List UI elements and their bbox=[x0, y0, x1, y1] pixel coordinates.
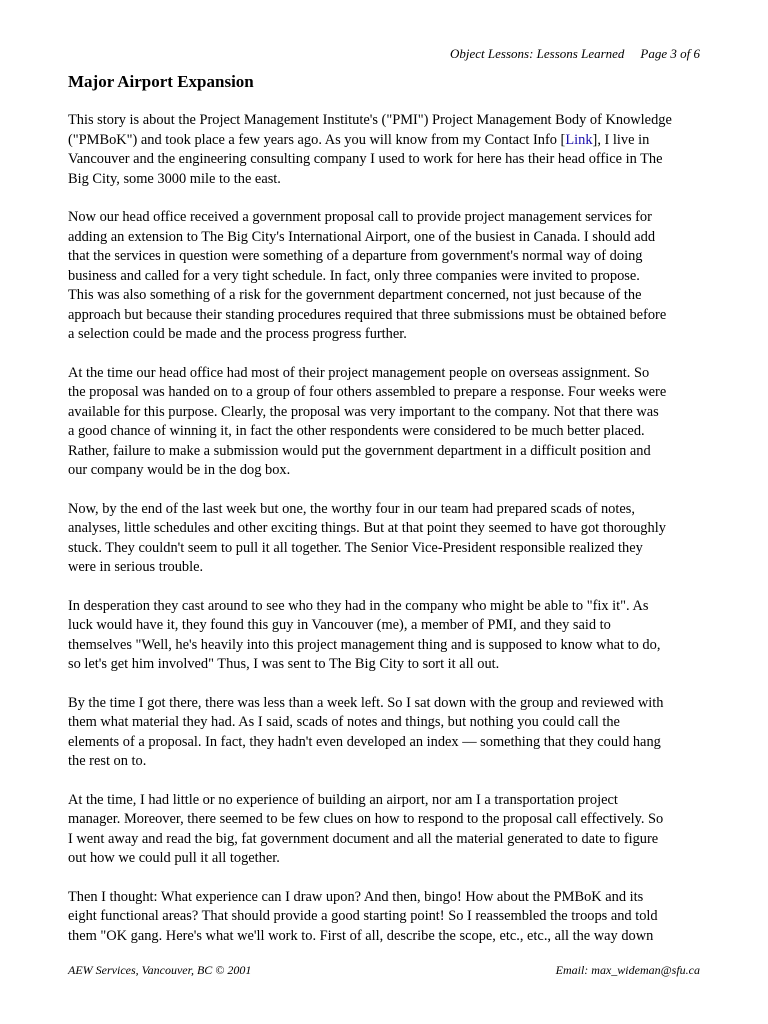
text-line: that the services in question were something of a departure from government's normal way of doing bbox=[68, 248, 643, 264]
paragraph-1 bbox=[68, 111, 708, 189]
text-line: By the time I got there, there was less than a week left. So I sat down with the group and reviewed with bbox=[68, 694, 664, 711]
paragraph-5 bbox=[68, 597, 708, 675]
text-line: a selection could be made and the process progress further. bbox=[68, 326, 407, 342]
text-line: elements of a proposal. In fact, they hadn't even developed an index — something that they could hang bbox=[68, 733, 661, 750]
text-line: In desperation they cast around to see who they had in the company who might be able to "fix it". As bbox=[68, 597, 649, 614]
text-line: so let's get him involved" Thus, I was sent to The Big City to sort it all out. bbox=[68, 656, 500, 672]
article-body bbox=[68, 111, 708, 965]
text-line: analyses, little schedules and other exciting things. But at that point they seemed to have got thoroughly bbox=[68, 520, 666, 536]
text-line: out how we could pull it all together. bbox=[68, 850, 280, 866]
text-line: Now, by the end of the last week but one, the worthy four in our team had prepared scads of notes, bbox=[68, 500, 635, 517]
text-line: This was also something of a risk for the government department concerned, not just because of the bbox=[68, 287, 642, 303]
article-title: Major Airport Expansion bbox=[68, 72, 254, 91]
contact-info-link[interactable]: Link bbox=[565, 131, 593, 148]
text-line: luck would have it, they found this guy in Vancouver (me), a member of PMI, and they said to bbox=[68, 617, 611, 633]
text-line: the proposal was handed on to a group of four others assembled to prepare a response. Four weeks were bbox=[68, 384, 667, 400]
text-line: manager. Moreover, there seemed to be few clues on how to respond to the proposal call effectively. So bbox=[68, 811, 664, 827]
text-line: approach but because their standing procedures required that three submissions must be obtained before bbox=[68, 306, 667, 323]
text-line: a good chance of winning it, in fact the other respondents were considered to be much better placed. bbox=[68, 423, 645, 439]
paragraph-2 bbox=[68, 208, 708, 345]
footer-email: Email: max_wideman@sfu.ca bbox=[555, 963, 700, 977]
text-line: At the time, I had little or no experience of building an airport, nor am I a transportation project bbox=[68, 791, 618, 808]
text-line: business and called for a very tight schedule. In fact, only three companies were invited to propose. bbox=[68, 267, 640, 284]
page-header bbox=[0, 46, 700, 62]
text-line: eight functional areas? That should provide a good starting point! So I reassembled the troops and told bbox=[68, 908, 658, 924]
text-line: Vancouver and the engineering consulting company I used to work for here has their head office in The bbox=[68, 151, 663, 167]
text-line: them what material they had. As I said, scads of notes and things, but nothing you could call the bbox=[68, 714, 620, 730]
running-title: Object Lessons: Lessons Learned bbox=[450, 46, 625, 61]
paragraph-6 bbox=[68, 694, 708, 772]
text-line: ("PMBoK") and took place a few years ago. As you will know from my Contact Info [Link], I live in bbox=[68, 131, 650, 148]
text-line: Then I thought: What experience can I draw upon? And then, bingo! How about the PMBoK and its bbox=[68, 888, 644, 905]
paragraph-8 bbox=[68, 888, 708, 947]
text-line: Now our head office received a government proposal call to provide project management services for bbox=[68, 209, 652, 225]
text-line: adding an extension to The Big City's International Airport, one of the busiest in Canada. I should add bbox=[68, 228, 656, 245]
text-line: available for this purpose. Clearly, the proposal was very important to the company. Not that there was bbox=[68, 403, 659, 420]
text-line: I went away and read the big, fat government document and all the material generated to date to figure bbox=[68, 830, 659, 847]
paragraph-7 bbox=[68, 791, 708, 869]
text-line: were in serious trouble. bbox=[68, 559, 204, 575]
text-line: Rather, failure to make a submission would put the government department in a difficult position and bbox=[68, 442, 651, 459]
text-line: This story is about the Project Management Institute's ("PMI") Project Management Body of Knowledge bbox=[68, 112, 672, 128]
footer-copyright: AEW Services, Vancouver, BC © 2001 bbox=[68, 963, 252, 977]
paragraph-4 bbox=[68, 500, 708, 578]
paragraph-3 bbox=[68, 364, 708, 481]
text-line: the rest on to. bbox=[68, 753, 147, 769]
text-line: At the time our head office had most of their project management people on overseas assignment. So bbox=[68, 364, 650, 381]
text-line: themselves "Well, he's heavily into this project management thing and is supposed to know what to do, bbox=[68, 636, 661, 653]
text-line: Big City, some 3000 mile to the east. bbox=[68, 170, 281, 187]
page-number: Page 3 of 6 bbox=[640, 46, 700, 61]
text-line: our company would be in the dog box. bbox=[68, 462, 291, 478]
text-line: stuck. They couldn't seem to pull it all together. The Senior Vice-President responsible realized they bbox=[68, 539, 643, 556]
text-line: them "OK gang. Here's what we'll work to. First of all, describe the scope, etc., etc., all the way down bbox=[68, 927, 654, 944]
